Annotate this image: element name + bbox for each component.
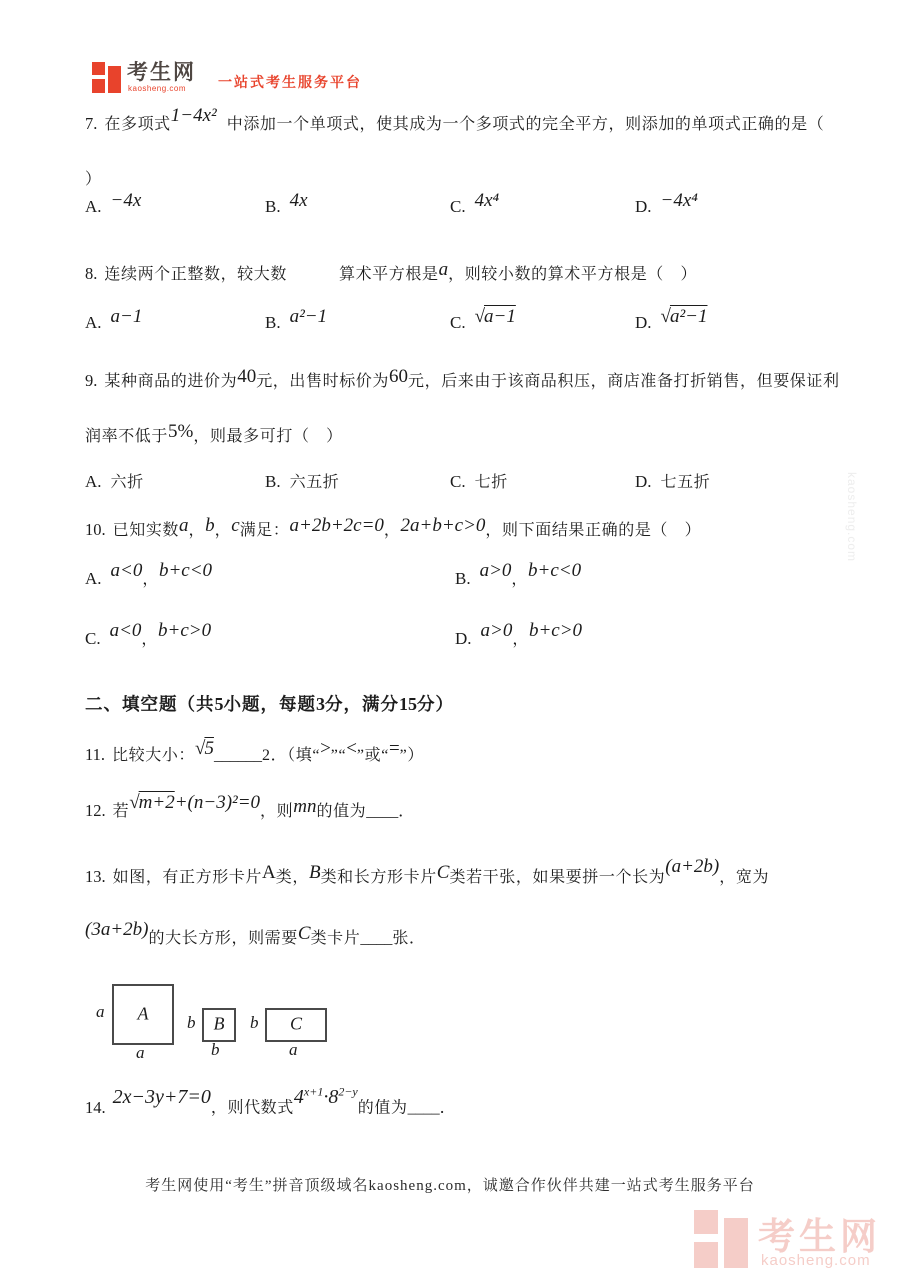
option-8a: A. a−1	[85, 306, 143, 332]
card-c-bottom-label: a	[289, 1040, 298, 1059]
formula-4-power: $4^{x+1}\cdot 8^{2-y}$	[293, 1084, 358, 1108]
option-7a: A. −4x	[85, 190, 142, 216]
radical-sign: √	[129, 792, 140, 813]
logo-tagline: 一站式考生服务平台	[218, 74, 362, 90]
option-9b: B. 六五折	[265, 472, 340, 491]
option-8d: D. √a²−1	[635, 306, 708, 332]
question-7-options	[0, 190, 900, 236]
card-b-side-label: b	[187, 1013, 196, 1032]
question-14: 14. 2x−3y+7=0，则代数式$4^{x+1}\cdot 8^{2-y}$的值为____．	[85, 1084, 457, 1117]
answer-blank: ____	[366, 803, 399, 820]
card-b-label: B	[213, 1013, 225, 1034]
card-c-side-label: b	[250, 1013, 259, 1032]
option-9a: A. 六折	[85, 472, 144, 491]
card-c	[265, 1008, 327, 1042]
logo-domain: kaosheng.com	[128, 84, 187, 93]
question-11: 11. 比较大小：√5______2．（填“>”“<”或“=”）	[85, 738, 424, 764]
radical-sign: √	[195, 738, 206, 759]
option-10b: B. a>0，b+c<0	[455, 560, 582, 588]
radical-sign: √	[474, 306, 486, 327]
option-7c: C. 4x⁴	[450, 190, 500, 216]
question-9-line2: 润率不低于5%，则最多可打（ ）	[85, 421, 343, 445]
option-10c: C. a<0，b+c>0	[85, 620, 212, 648]
option-7b: B. 4x	[265, 190, 308, 216]
card-c-label: C	[289, 1013, 302, 1034]
question-10-line1: 10. 已知实数a，b，c满足：a+2b+2c=0，2a+b+c>0，则下面结果正确的是（ ）	[85, 515, 702, 539]
side-watermark: kaosheng.com	[845, 472, 859, 563]
question-9-options	[0, 469, 900, 509]
watermark-domain: kaosheng.com	[761, 1252, 871, 1269]
section-2-heading: 二、填空题（共5小题，每题3分，满分15分）	[85, 694, 454, 714]
card-a-side-label: a	[96, 1002, 105, 1021]
question-13-line1: 13. 如图，有正方形卡片A类，B类和长方形卡片C类若干张，如果要拼一个长为(a+2b)，宽为	[85, 856, 770, 886]
question-8-options	[0, 306, 900, 352]
answer-blank: ____	[360, 930, 393, 947]
logo-title: 考生网	[127, 61, 196, 84]
answer-blank: ______	[213, 747, 262, 764]
question-8-line1: 8. 连续两个正整数，较大数 算术平方根是a，则较小数的算术平方根是（ ）	[85, 259, 698, 283]
option-10a: A. a<0，b+c<0	[85, 560, 213, 588]
card-b-bottom-label: b	[211, 1040, 220, 1059]
footer-note: 考生网使用“考生”拼音顶级域名kaosheng.com，诚邀合作伙伴共建一站式考生服务平台	[145, 1178, 755, 1194]
question-9-line1: 9. 某种商品的进价为40元，出售时标价为60元，后来由于该商品积压，商店准备打折销售，但要保证利	[85, 366, 840, 390]
formula-1-minus-4x2: 1−4x²	[170, 105, 217, 126]
kaosheng-logo-icon	[92, 60, 122, 94]
question-7-line1: 7. 在多项式1−4x² 中添加一个单项式，使其成为一个多项式的完全平方，则添加的单项式正确的是（	[85, 105, 825, 133]
card-b	[202, 1008, 236, 1042]
option-10d: D. a>0，b+c>0	[455, 620, 583, 648]
watermark-title: 考生网	[758, 1216, 881, 1257]
option-7d: D. −4x⁴	[635, 190, 698, 216]
card-a-bottom-label: a	[136, 1043, 145, 1062]
option-8b: B. a²−1	[265, 306, 328, 332]
question-12: 12. 若√m+2+(n−3)²=0，则mn的值为____．	[85, 792, 415, 820]
question-7-line2: ）	[85, 171, 102, 188]
radical-sign: √	[660, 306, 671, 327]
card-a-label: A	[137, 1003, 149, 1024]
question-13-line2: (3a+2b)的大长方形，则需要C类卡片____张．	[85, 919, 426, 947]
option-9d: D. 七五折	[635, 472, 711, 491]
question-10-options-row2	[0, 620, 900, 666]
card-a	[112, 984, 174, 1045]
answer-blank: ____	[407, 1099, 440, 1117]
option-9c: C. 七折	[450, 472, 508, 491]
watermark-bottom	[694, 1206, 899, 1272]
question-10-options-row1	[0, 560, 900, 606]
option-8c: C. √a−1	[450, 306, 516, 332]
